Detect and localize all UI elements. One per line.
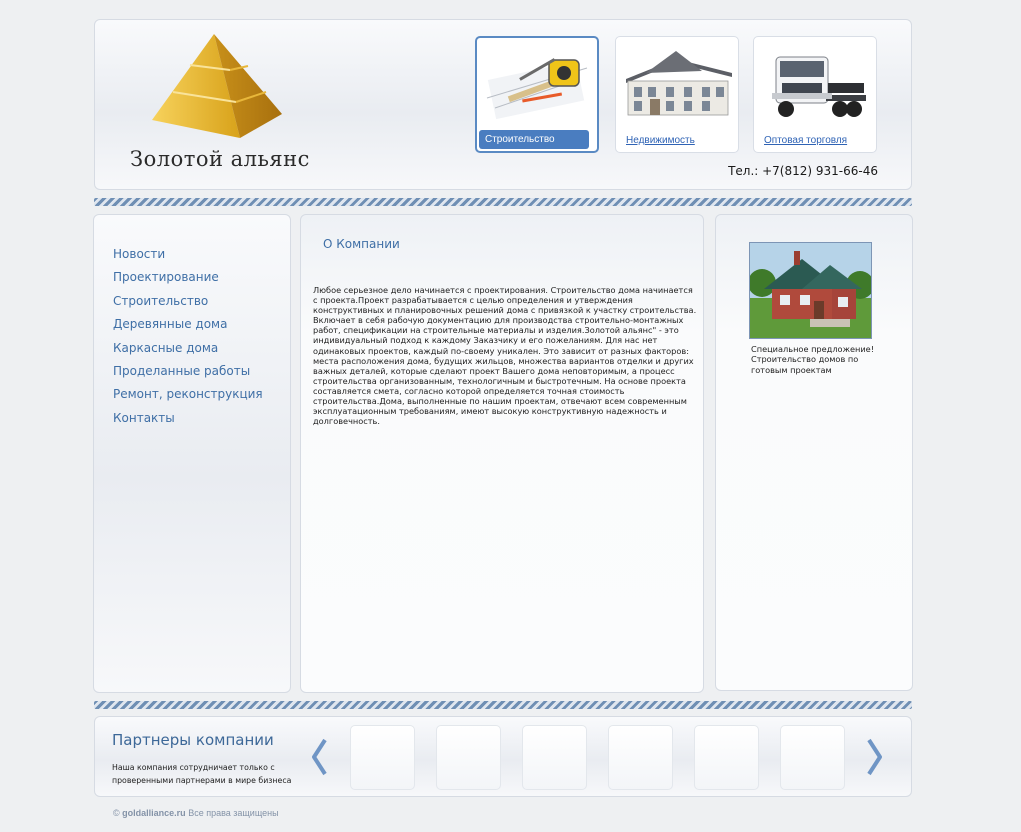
- partner-slot[interactable]: [694, 725, 759, 790]
- nav-item-construction[interactable]: Строительство: [113, 293, 209, 308]
- phone-number: Тел.: +7(812) 931-66-46: [728, 164, 878, 178]
- footer-site-link[interactable]: goldalliance.ru: [122, 808, 186, 818]
- logo-text[interactable]: Золотой альянс: [130, 147, 310, 171]
- divider-stripe-top: [94, 198, 912, 206]
- promo-text[interactable]: Специальное предложение! Строительство домов по готовым проектам: [751, 344, 874, 375]
- copyright-icon: ©: [113, 808, 120, 818]
- card-label[interactable]: Оптовая торговля: [758, 131, 868, 150]
- card-real-estate[interactable]: [615, 36, 739, 153]
- main-text: Любое серьезное дело начинается с проектирования. Строительство дома начинается с проекта.Проект разрабатывается с целью определения и утверждения конструктивных и планировочных решений дома с привязкой к участку строительства. Включает в себя рабочую документацию для производства строительно-монтажных работ, спецификации на строительные материалы и изделия.Золотой альянс" - это индивидуальный подход к каждому Заказчику и его пожеланиям. Для нас нет одинаковых проектов, каждый по-своему уникален. Это зависит от разных факторов: места расположения дома, будущих жильцов, множества вариантов отделки и других важных деталей, которые сделают проект Вашего дома неповторимым, а процесс строительства организованным, технологичным и быстротечным. На основе проекта составляется смета, согласно которой определяется точная стоимость строительства.Дома, выполненные по нашим проектам, отвечают всем современным эксплуатационным требованиям, имеют высокую конструктивную надежность и долговечность.: [313, 285, 697, 427]
- footer-rights: Все права защищены: [188, 808, 279, 818]
- card-wholesale[interactable]: [753, 36, 877, 153]
- house-icon: [750, 243, 871, 338]
- partner-slot[interactable]: [780, 725, 845, 790]
- nav-item-renovation[interactable]: Ремонт, реконструкция: [113, 387, 263, 402]
- arrow-right-icon[interactable]: [863, 737, 885, 777]
- footer: [113, 808, 279, 818]
- card-construction[interactable]: [475, 36, 599, 153]
- construction-tools-icon: [477, 38, 597, 138]
- partners-text: Наша компания сотрудничает только с проверенными партнерами в мире бизнеса: [112, 763, 292, 785]
- partners-section: [94, 716, 912, 797]
- header: [94, 19, 912, 190]
- partner-slot[interactable]: [436, 725, 501, 790]
- nav-item-completed-works[interactable]: Проделанные работы: [113, 363, 251, 378]
- divider-stripe-bottom: [94, 701, 912, 709]
- nav-item-design[interactable]: Проектирование: [113, 270, 219, 285]
- arrow-left-icon[interactable]: [309, 737, 331, 777]
- page-title: О Компании: [323, 237, 400, 251]
- nav-menu: [113, 245, 263, 432]
- nav-item-contacts[interactable]: Контакты: [113, 410, 175, 425]
- promo-panel: [715, 214, 913, 691]
- partner-slot[interactable]: [522, 725, 587, 790]
- nav-item-frame-houses[interactable]: Каркасные дома: [113, 340, 219, 355]
- nav-item-news[interactable]: Новости: [113, 247, 166, 261]
- partner-slot[interactable]: [608, 725, 673, 790]
- building-icon: [616, 37, 739, 137]
- sidebar-nav: [93, 214, 291, 693]
- main-content: [300, 214, 704, 693]
- truck-icon: [754, 37, 877, 137]
- nav-item-wooden-houses[interactable]: Деревянные дома: [113, 317, 228, 332]
- promo-house-image[interactable]: [749, 242, 872, 339]
- card-label[interactable]: Строительство: [479, 130, 589, 149]
- partner-slot[interactable]: [350, 725, 415, 790]
- partners-title: Партнеры компании: [112, 731, 274, 749]
- pyramid-logo-icon[interactable]: [150, 32, 285, 142]
- card-label[interactable]: Недвижимость: [620, 131, 730, 150]
